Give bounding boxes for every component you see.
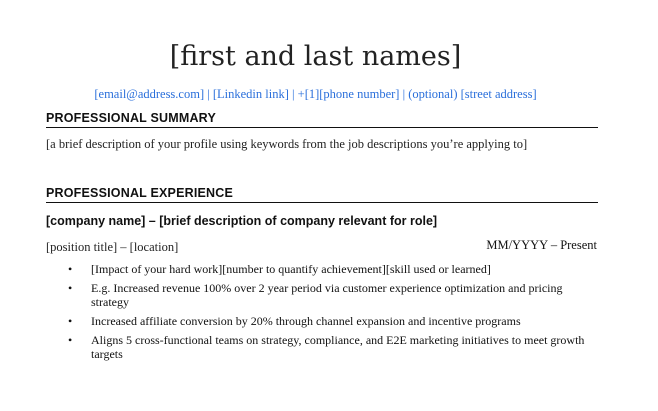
bullet-text: Aligns 5 cross-functional teams on strategy, compliance, and E2E marketing initiatives to meet growth targets (91, 333, 585, 361)
professional-summary-heading: PROFESSIONAL SUMMARY (46, 110, 598, 128)
bullet-item (46, 262, 598, 276)
bullet-icon: • (68, 314, 73, 328)
bullet-item (46, 333, 598, 361)
professional-experience-heading: PROFESSIONAL EXPERIENCE (46, 185, 598, 203)
bullet-icon: • (68, 333, 73, 347)
bullet-text: [Impact of your hard work][number to quantify achievement][skill used or learned] (91, 262, 491, 276)
bullet-item (46, 314, 598, 328)
position-line: [position title] – [location] (46, 240, 179, 254)
date-range: MM/YYYY – Present (486, 238, 597, 252)
bullet-text: Increased affiliate conversion by 20% through channel expansion and incentive programs (91, 314, 521, 328)
bullet-icon: • (68, 262, 73, 276)
bullet-text: E.g. Increased revenue 100% over 2 year period via customer experience optimization and pricing strategy (91, 281, 563, 309)
experience-bullets (46, 262, 598, 366)
bullet-icon: • (68, 281, 73, 295)
summary-text: [a brief description of your profile using keywords from the job descriptions you’re applying to] (46, 137, 528, 151)
bullet-item (46, 281, 598, 309)
company-line: [company name] – [brief description of company relevant for role] (46, 214, 438, 228)
contact-line: [email@address.com] | [Linkedin link] | +[1][phone number] | (optional) [street address] (94, 87, 537, 101)
candidate-name: [first and last names] (169, 41, 462, 72)
